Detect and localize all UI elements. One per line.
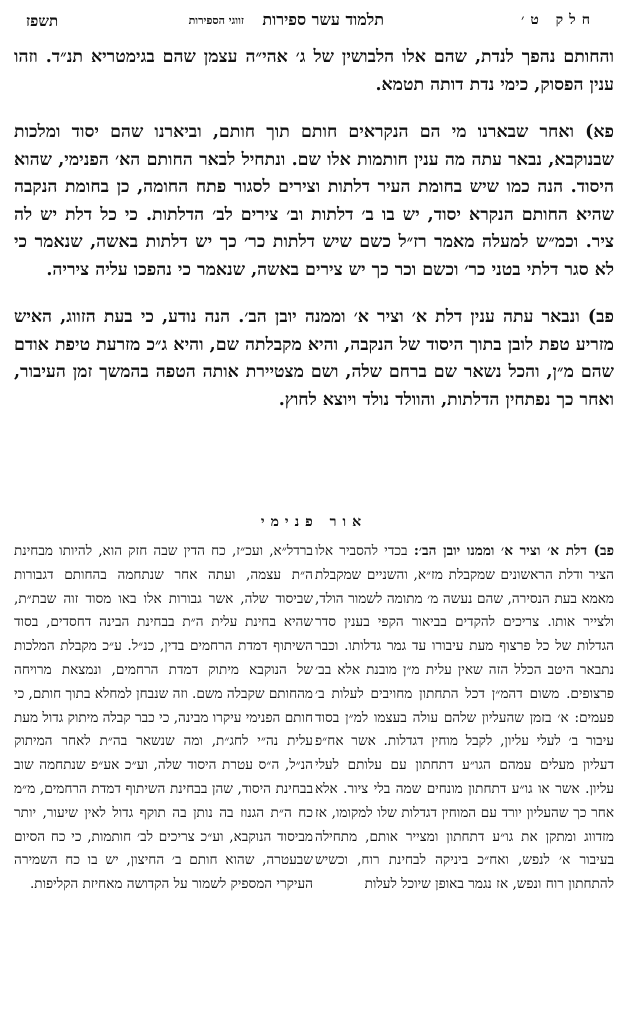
paragraph-82 <box>14 304 614 414</box>
paragraph-81 <box>14 119 614 284</box>
commentary-column-left <box>14 540 313 1020</box>
page-header <box>14 8 614 32</box>
commentary-text: ברדל״א, ועכ״ז, כח הדין שבה חזק הוא, להיותו מבחינת ה״ת עצמה, ועתה אחר שנתחמה בהחותם דגבורות שביסוד שלה, אשר גבורות אלו באו מסוד זוה שבת״ת, שהיא בחינת עלית ה״ת בבחינת הבינה דחסדים, בסוד השיתוף דמדת הרחמים בדין, כנ״ל. ע״כ מקבלת המלכות של הנוקבא מיתוק דמדת הרחמים, ונמצאת מרויחה מהחותם שקבלה משם. וזה שנבחן למחלא בתוך חותם, כי חותם הפנימי עיקרו מבינה, כי כבר קבלה מיתוק גדול מעת עלית נה״י לחג״ת, ומה שנשאר בה״ת לאחר המיתוק הנ״ל, ה״ס עטרת היסוד שלה, וע״כ אע״פ שנתחמה שוב בבחינת היסוד, שהן בבחינת השיתוף דמדת הרחמים, מ״מ כח ה״ת הגנוז בה נותן בה תוקף גדול לאין שיעור, יותר מביסוד הנוקבא, וע״כ צריכים לב׳ חותמות, כי כח הסיום שבעטרה, שהוא חותם ב׳ החיצון, יש בו כח השמירה העיקרי המספיק לשמור על הקדושה מאחיזת הקליפות. <box>14 543 313 893</box>
paragraph-text: ואחר שבארנו מי הם הנקראים חותם תוך חותם, וביארנו שהם יסוד ומלכות שבנוקבא, נבאר עתה מה ענין חותמות אלו שם. ונתחיל לבאר החותם הא׳ הפנימי, שהוא היסוד. הנה כמו שיש בחומת העיר דלתות וצירים לסגור פתח החומה, כן בחומת הנקבה שהיא החותם הנקרא יסוד, יש בו ב׳ דלתות וב׳ צירים לב׳ הדלתות. כי כל דלת יש לה ציר. וכמ״ש למעלה מאמר רז״ל כשם שיש דלתות כר׳ כך יש דלתות באשה, שנאמר כי לא סגר דלתי בטני כר׳ וכשם וכר כך יש צירים באשה, שנאמר כי נהפכו עליה ציריה. <box>14 122 614 280</box>
commentary-heading: פב) דלת א׳ וציר א׳ וממנו יובן הב׳: <box>413 543 614 559</box>
main-text <box>14 44 614 434</box>
section-subtitle: זווגי הספירות <box>188 14 244 27</box>
paragraph-text: והחותם נהפך לנדת, שהם אלו הלבושין של ג׳ אהי״ה עצמן שהם בגימטריא תנ״ד. וזהו ענין הפסוק, כימי נדת דותה תטמא. <box>14 47 614 95</box>
book-title: תלמוד עשר ספירות <box>262 10 384 29</box>
paragraph-number: פב) <box>587 307 614 327</box>
part-label: חלק ט׳ <box>521 12 596 28</box>
commentary-columns <box>14 540 614 1020</box>
paragraph-text: ונבאר עתה ענין דלת א׳ וציר א׳ וממנה יובן הב׳. הנה נודע, כי בעת הזווג, האיש מזריע טפת לובן בתוך היסוד של הנקבה, והיא מקבלתה שם, והיא ג״כ מזרעת טיפת אודם שהם מ״ן, והכל נשאר שם ברחם שלה, ושם מצטיירת אותה הטפה בהמשך זמן העיבור, ואחר כך נפתחין הדלתות, והוולד נולד ויוצא לחוץ. <box>14 307 614 410</box>
commentary-text: בכדי להסביר אלו הציר ודלת הראשונים שמקבלת מז״א, והשניים שמקבלת מאמא בעת הנסירה, שהם נעשה מ׳ מתומה לשמור הולד, ולצייר אותו. צריכים להקדים בביאור הקפי בענין סדר הגדלות של כל פרצוף מעת עיבורו עד גמר גדלותו. וכבר נתבאר היטב הכלל הזה שאין עלית מ״ן מובנת אלא בב׳ פרצופים. משום דהמ״ן דכל התחתון מחויבים לעלות ב׳ פעמים: א׳ בזמן שהעליון שלהם עולה בעצמו למ״ן בסוד עיבור ב׳ לעלי עליון, לקבל מוחין דגדלות. אשר אח״פ דעליון מעלים עמהם הגו״ע דתחתון עם עלותם לעלי עליון. אשר או גו״ע דתחתון מונחים שמה בלי ציור. אלא אחר כך שהעליון יורד עם המוחין דגדלות שלו למקומו, אז מזדווג ומתקן את גו״ע דתחתון ומצייר אותם, מתחילה בעיבור א׳ לנפש, ואח״כ ביניקה לבחינת רוח, וכשיש להתחתון רוח ונפש, אז נגמר באופן שיוכל לעלות <box>315 543 614 893</box>
commentary-column-right <box>315 540 614 1020</box>
paragraph-number: פא) <box>585 122 614 142</box>
commentary-title: אור פנימי <box>260 514 368 530</box>
paragraph-continued <box>14 44 614 99</box>
page-number: תשפז <box>26 12 59 30</box>
